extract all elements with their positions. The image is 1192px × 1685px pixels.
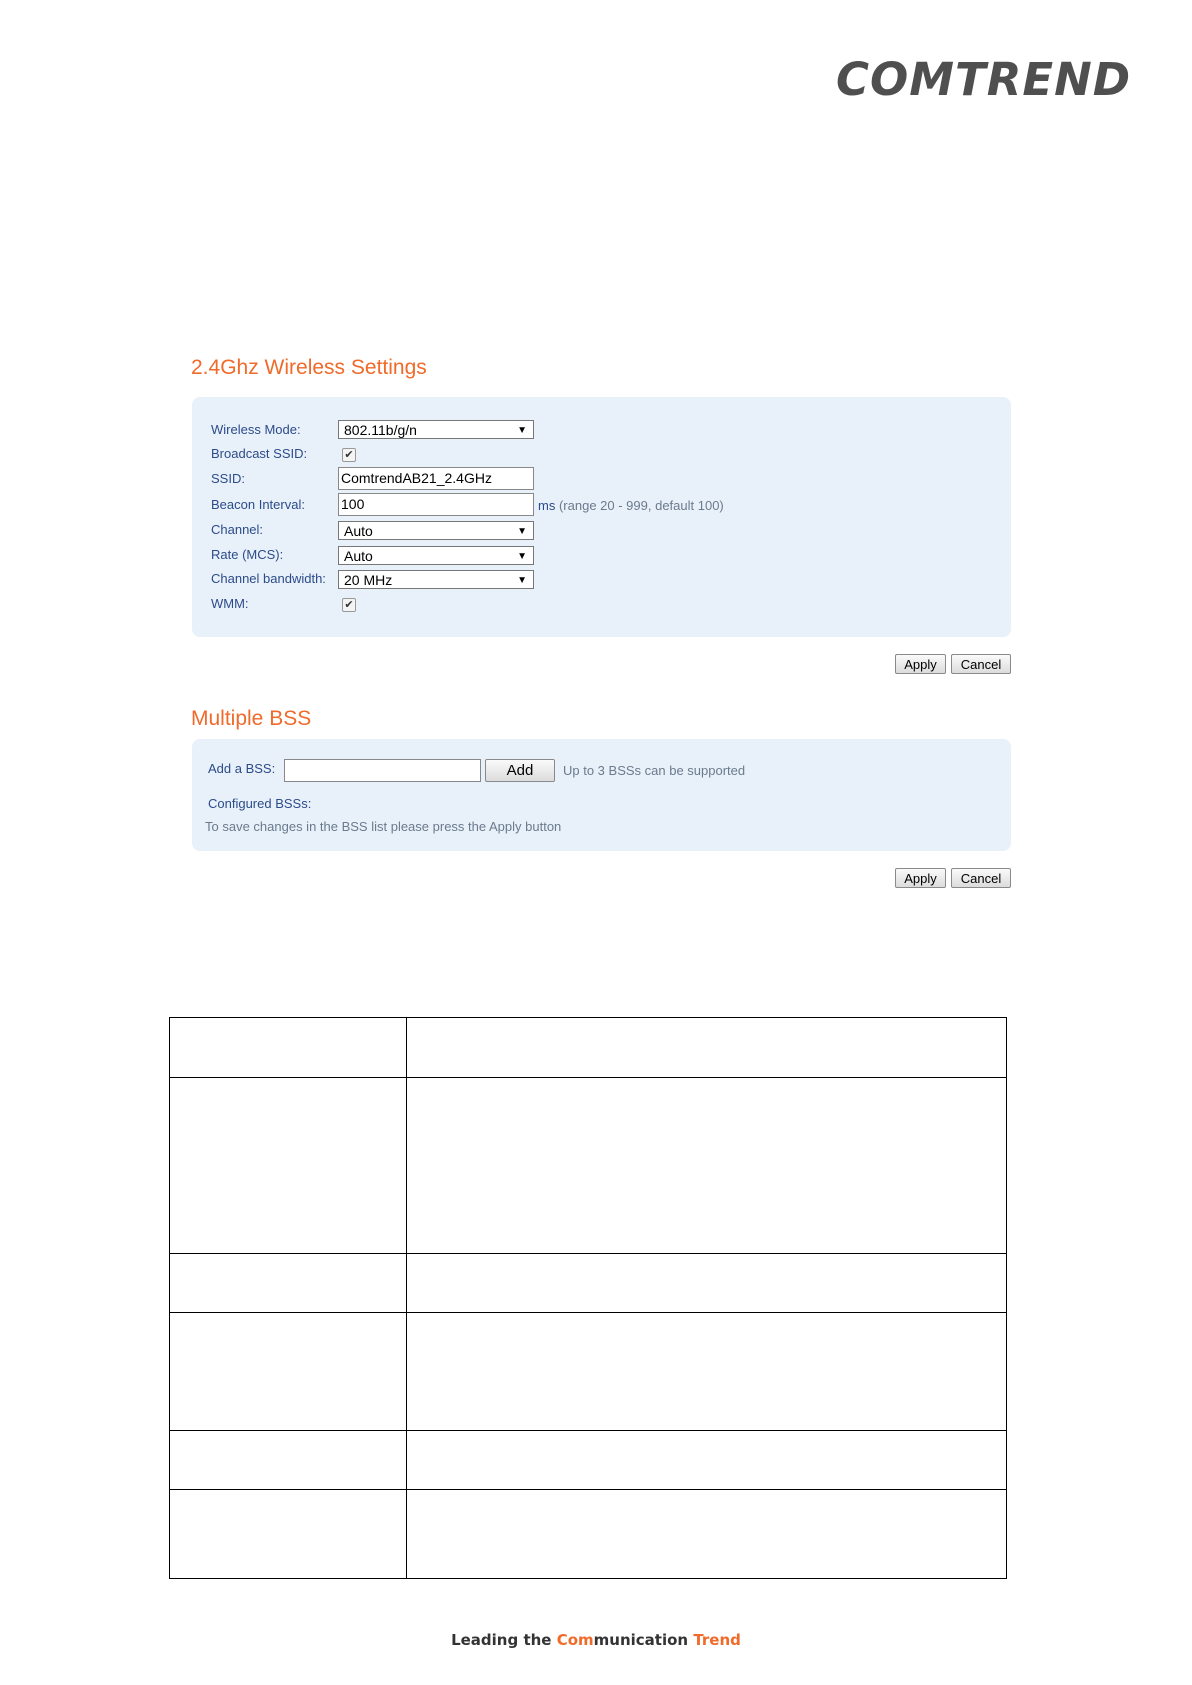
table-cell [407,1018,1007,1078]
footer-text-1: Leading the [451,1631,557,1649]
multiple-bss-title: Multiple BSS [191,707,312,730]
broadcast-ssid-label: Broadcast SSID: [211,446,308,461]
add-bss-button[interactable]: Add [485,759,555,782]
table-cell [170,1490,407,1579]
table-cell [407,1313,1007,1431]
table-row [170,1254,1007,1313]
chevron-down-icon: ▼ [517,551,527,562]
table-cell [170,1018,407,1078]
table-cell [407,1431,1007,1490]
rate-value: Auto [344,548,373,564]
table-cell [170,1313,407,1431]
table-row [170,1490,1007,1579]
table-row [170,1018,1007,1078]
beacon-interval-label: Beacon Interval: [211,497,305,512]
chevron-down-icon: ▼ [517,575,527,586]
channel-bandwidth-value: 20 MHz [344,572,393,588]
field-description-table [169,1017,1007,1579]
checkmark-icon: ✔ [344,449,354,461]
wireless-mode-label: Wireless Mode: [211,422,301,437]
rate-select[interactable] [338,546,534,565]
table-cell [170,1254,407,1313]
bss-save-hint: To save changes in the BSS list please press the Apply button [205,819,562,834]
channel-label: Channel: [211,522,264,537]
wireless-apply-button[interactable]: Apply [895,654,946,674]
chevron-down-icon: ▼ [517,526,527,537]
multiple-bss-panel [192,739,1011,851]
comtrend-logo: COMTREND [836,53,1132,106]
beacon-interval-input[interactable]: 100 [338,493,534,516]
wireless-settings-panel [192,397,1011,637]
checkmark-icon: ✔ [344,599,354,611]
table-cell [407,1254,1007,1313]
table-row [170,1431,1007,1490]
chevron-down-icon: ▼ [517,425,527,436]
mbss-cancel-button[interactable]: Cancel [951,868,1011,888]
rate-label: Rate (MCS): [211,547,284,562]
beacon-range-hint: (range 20 - 999, default 100) [558,498,724,513]
bss-support-hint: Up to 3 BSSs can be supported [563,763,746,778]
table-row [170,1078,1007,1254]
wireless-settings-title: 2.4Ghz Wireless Settings [191,356,427,379]
add-bss-input[interactable] [284,759,481,782]
ssid-label: SSID: [211,471,245,486]
channel-select[interactable] [338,521,534,540]
wireless-mode-value: 802.11b/g/n [344,422,417,438]
beacon-unit: ms [538,498,556,513]
channel-value: Auto [344,523,373,539]
mbss-apply-button[interactable]: Apply [895,868,946,888]
footer-text-4: Trend [693,1631,741,1649]
table-cell [407,1078,1007,1254]
wireless-mode-select[interactable] [338,420,534,439]
broadcast-ssid-checkbox[interactable] [342,448,356,462]
configured-bss-label: Configured BSSs: [208,796,312,811]
table-row [170,1313,1007,1431]
ssid-input[interactable]: ComtrendAB21_2.4GHz [338,467,534,490]
footer-text-3: munication [593,1631,694,1649]
footer-text-2: Com [556,1631,594,1649]
beacon-interval-hint [538,498,724,513]
channel-bandwidth-label: Channel bandwidth: [211,571,326,586]
channel-bandwidth-select[interactable] [338,570,534,589]
table-cell [170,1431,407,1490]
table-cell [407,1490,1007,1579]
wmm-checkbox[interactable] [342,598,356,612]
table-cell [170,1078,407,1254]
wireless-cancel-button[interactable]: Cancel [951,654,1011,674]
add-bss-label: Add a BSS: [208,761,276,776]
footer-tagline [0,1631,1192,1649]
wmm-label: WMM: [211,596,249,611]
